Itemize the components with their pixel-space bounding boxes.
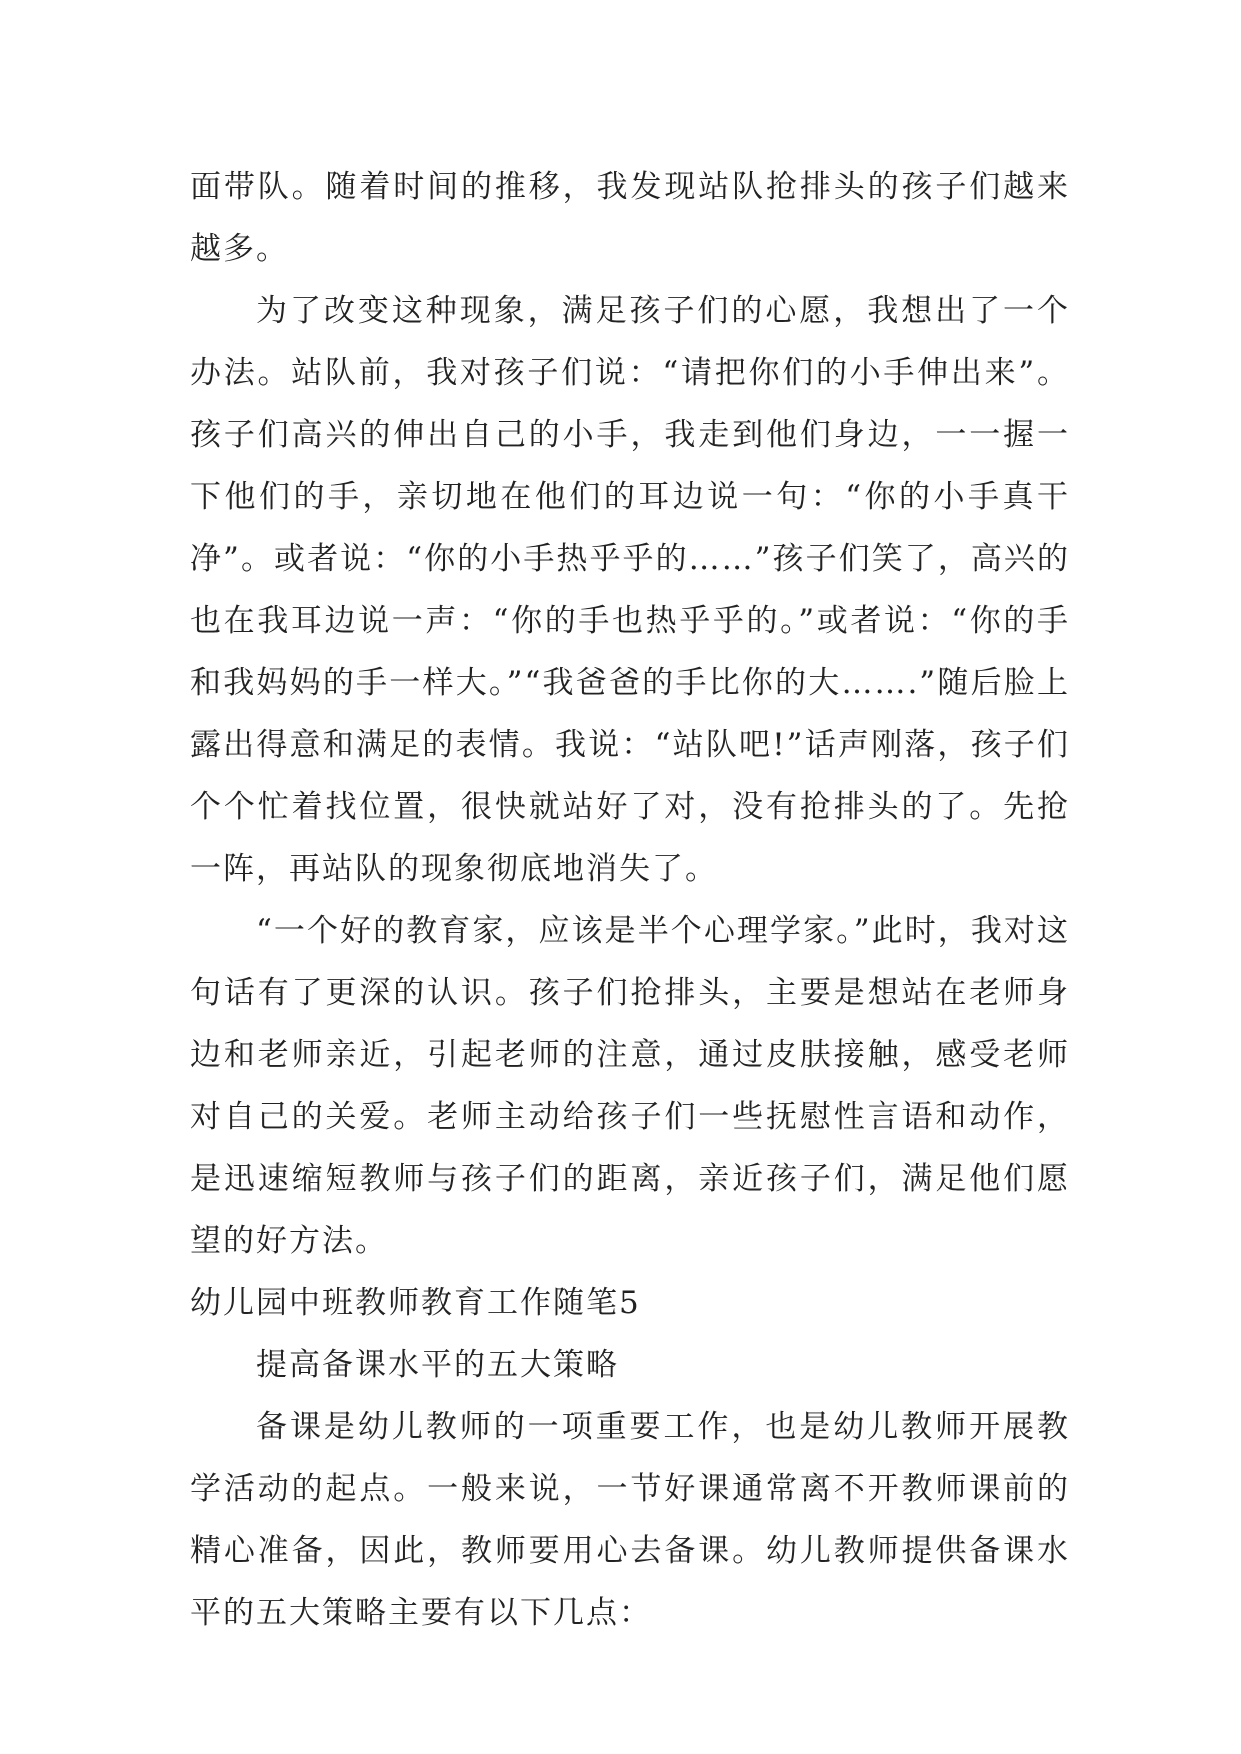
- paragraph-lesson-prep-intro: 备课是幼儿教师的一项重要工作，也是幼儿教师开展教学活动的起点。一般来说，一节好课通常离不开教师课前的精心准备，因此，教师要用心去备课。幼儿教师提供备课水平的五大策略主要有以下几点：: [190, 1409, 1070, 1631]
- section-subtitle: 提高备课水平的五大策略: [256, 1347, 619, 1383]
- paragraph-reflection: “一个好的教育家，应该是半个心理学家。”此时，我对这句话有了更深的认识。孩子们抢排头，主要是想站在老师身边和老师亲近，引起老师的注意，通过皮肤接触，感受老师对自己的关爱。老师主动给孩子们一些抚慰性言语和动作，是迅速缩短教师与孩子们的距离，亲近孩子们，满足他们愿望的好方法。: [190, 913, 1070, 1259]
- paragraph-handshake-method: 为了改变这种现象，满足孩子们的心愿，我想出了一个办法。站队前，我对孩子们说：“请把你们的小手伸出来”。孩子们高兴的伸出自己的小手，我走到他们身边，一一握一下他们的手，亲切地在他们的耳边说一句：“你的小手真干净”。或者说：“你的小手热乎乎的……”孩子们笑了，高兴的也在我耳边说一声：“你的手也热乎乎的。”或者说：“你的手和我妈妈的手一样大。”“我爸爸的手比你的大…….”随后脸上露出得意和满足的表情。我说：“站队吧!”话声刚落，孩子们个个忙着找位置，很快就站好了对，没有抢排头的了。先抢一阵，再站队的现象彻底地消失了。: [190, 293, 1070, 887]
- document-body: [190, 156, 1070, 1644]
- section-title: 幼儿园中班教师教育工作随笔5: [190, 1285, 641, 1321]
- paragraph-continuation: 面带队。随着时间的推移，我发现站队抢排头的孩子们越来越多。: [190, 169, 1070, 267]
